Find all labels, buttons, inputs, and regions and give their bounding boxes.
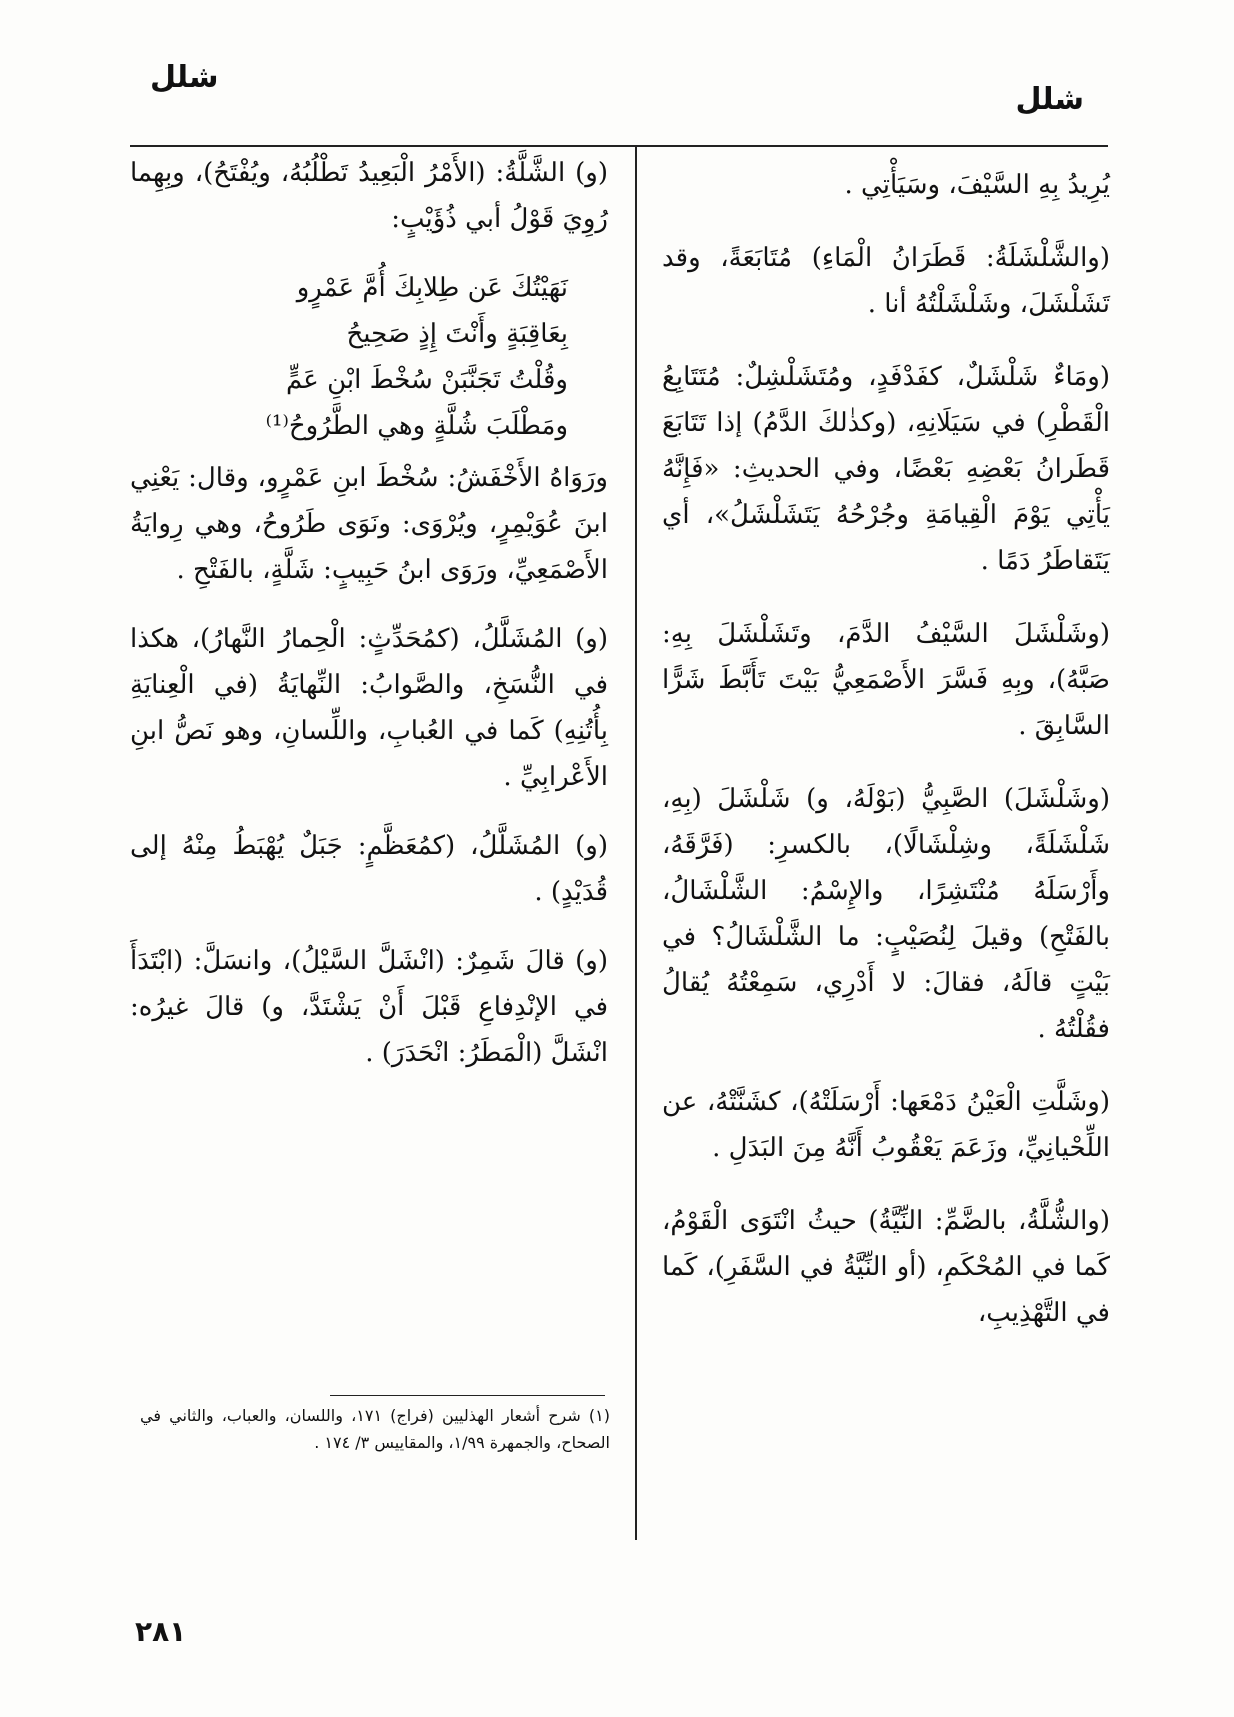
entry-paragraph: ورَوَاهُ الأَخْفَشُ: سُخْطَ ابنِ عَمْرٍو، وقال: يَعْنِي ابنَ عُوَيْمِرٍ، ويُرْوَى: ونَوَى طَرُوحُ، وهي رِوايَةُ الأَصْمَعِيِّ، ورَوَى ابنُ حَبِيبٍ: شَلَّةٍ، بالفَتْحِ . bbox=[130, 463, 608, 585]
verse-line: وقُلْتُ تَجَنَّبَنْ سُخْطَ ابْنِ عَمٍّ bbox=[285, 365, 568, 395]
column-divider bbox=[635, 145, 637, 1540]
poem-verses bbox=[130, 265, 608, 449]
entry-paragraph: (و) الشَّلَّةُ: (الأَمْرُ الْبَعِيدُ تَطْلُبُهُ، ويُفْتَحُ)، وبِهِما رُوِيَ قَوْلُ أبي ذُؤَيْبٍ: bbox=[130, 158, 608, 234]
entry-paragraph: (ومَاءٌ شَلْشَلٌ، كفَدْفَدٍ، ومُتَشَلْشِلٌ: مُتَتَابِعُ الْقَطْرِ) في سَيَلَانِهِ، (وكذٰلكَ الدَّمُ) إذا تَتَابَعَ قَطَرانُ بَعْضِهِ بَعْضًا، وفي الحديثِ: «فَإِنَّهُ يَأْتِي يَوْمَ الْقِيامَةِ وجُرْحُهُ يَتَشَلْشَلُ»، أي يَتَقاطَرُ دَمًا . bbox=[662, 362, 1110, 576]
entry-paragraph: (و) المُشَلَّلُ، (كمُعَظَّمٍ: جَبَلٌ يُهْبَطُ مِنْهُ إلى قُدَيْدٍ) . bbox=[130, 831, 608, 907]
entry-paragraph: يُرِيدُ بِهِ السَّيْفَ، وسَيَأْتِي . bbox=[844, 170, 1110, 200]
footnote: (١) شرح أشعار الهذليين (فراج) ١٧١، واللسان، والعباب، والثاني في الصحاح، والجمهرة ١/٩٩، والمقاييس ٣/ ١٧٤ . bbox=[140, 1406, 610, 1452]
entry-paragraph: (وشَلَّتِ الْعَيْنُ دَمْعَها: أَرْسَلَتْهُ)، كشَنَّتْهُ، عن اللِّحْيانِيِّ، وزَعَمَ يَعْقُوبُ أَنَّهُ مِنَ البَدَلِ . bbox=[662, 1087, 1110, 1163]
page-number: ٢٨١ bbox=[135, 1615, 187, 1648]
verse-line: ومَطْلَبَ شُلَّةٍ وهي الطَّرُوحُ⁽¹⁾ bbox=[265, 411, 568, 441]
entry-paragraph: (وشَلْشَلَ) الصَّبِيُّ (بَوْلَهُ، و) شَلْشَلَ (بِهِ، شَلْشَلَةً، وشِلْشَالًا)، بالكسرِ: (فَرَّقَهُ، وأَرْسَلَهُ مُنْتَشِرًا، والإِسْمُ: الشَّلْشَالُ، بالفَتْحِ) وقيلَ لِنُصَيْبٍ: ما الشَّلْشَالُ؟ في بَيْتٍ قالَهُ، فقالَ: لا أَدْرِي، سَمِعْتُهُ يُقالُ فقُلْتُهُ . bbox=[662, 784, 1110, 1044]
verse-line: نَهَيْتُكَ عَن طِلابِكَ أُمَّ عَمْرٍو bbox=[296, 273, 568, 303]
footnote-rule bbox=[330, 1395, 605, 1396]
entry-paragraph: (و) المُشَلَّلُ، (كمُحَدِّثٍ: الْحِمارُ النَّهارُ)، هكذا في النُّسَخِ، والصَّوابُ: النِّهايَةُ (في الْعِنايَةِ بِأُتُنِهِ) كَما في العُبابِ، واللِّسانِ، وهو نَصُّ ابنِ الأَعْرابِيِّ . bbox=[130, 624, 608, 792]
verse-line: بِعَاقِبَةٍ وأَنْتَ إِذٍ صَحِيحُ bbox=[346, 319, 568, 349]
running-header-right: شلل bbox=[1015, 82, 1084, 117]
header-rule bbox=[130, 145, 1108, 147]
entry-paragraph: (وشَلْشَلَ السَّيْفُ الدَّمَ، وتَشَلْشَلَ بِهِ: صَبَّهُ)، وبِهِ فَسَّرَ الأَصْمَعِيُّ بَيْتَ تَأَبَّطَ شَرًّا السَّابِقَ . bbox=[662, 619, 1110, 741]
entry-paragraph: (و) قالَ شَمِرٌ: (انْشَلَّ السَّيْلُ)، وانسَلَّ: (ابْتَدَأَ في الإنْدِفاعِ قَبْلَ أَنْ يَشْتَدَّ، و) قالَ غيرُه: انْشَلَّ (الْمَطَرُ: انْحَدَرَ) . bbox=[130, 946, 608, 1068]
left-column bbox=[130, 150, 608, 1099]
entry-paragraph: (والشَّلْشَلَةُ: قَطَرَانُ الْمَاءِ) مُتَابَعَةً، وقد تَشَلْشَلَ، وشَلْشَلْتُهُ أنا . bbox=[662, 243, 1110, 319]
entry-paragraph: (والشُّلَّةُ، بالضَّمِّ: النِّيَّةُ) حيثُ انْتَوَى الْقَوْمُ، كَما في المُحْكَمِ، (أو النِّيَّةُ في السَّفَرِ)، كَما في التَّهْذِيبِ، bbox=[662, 1206, 1110, 1328]
right-column bbox=[662, 162, 1110, 1363]
running-header-left: شلل bbox=[150, 60, 219, 95]
